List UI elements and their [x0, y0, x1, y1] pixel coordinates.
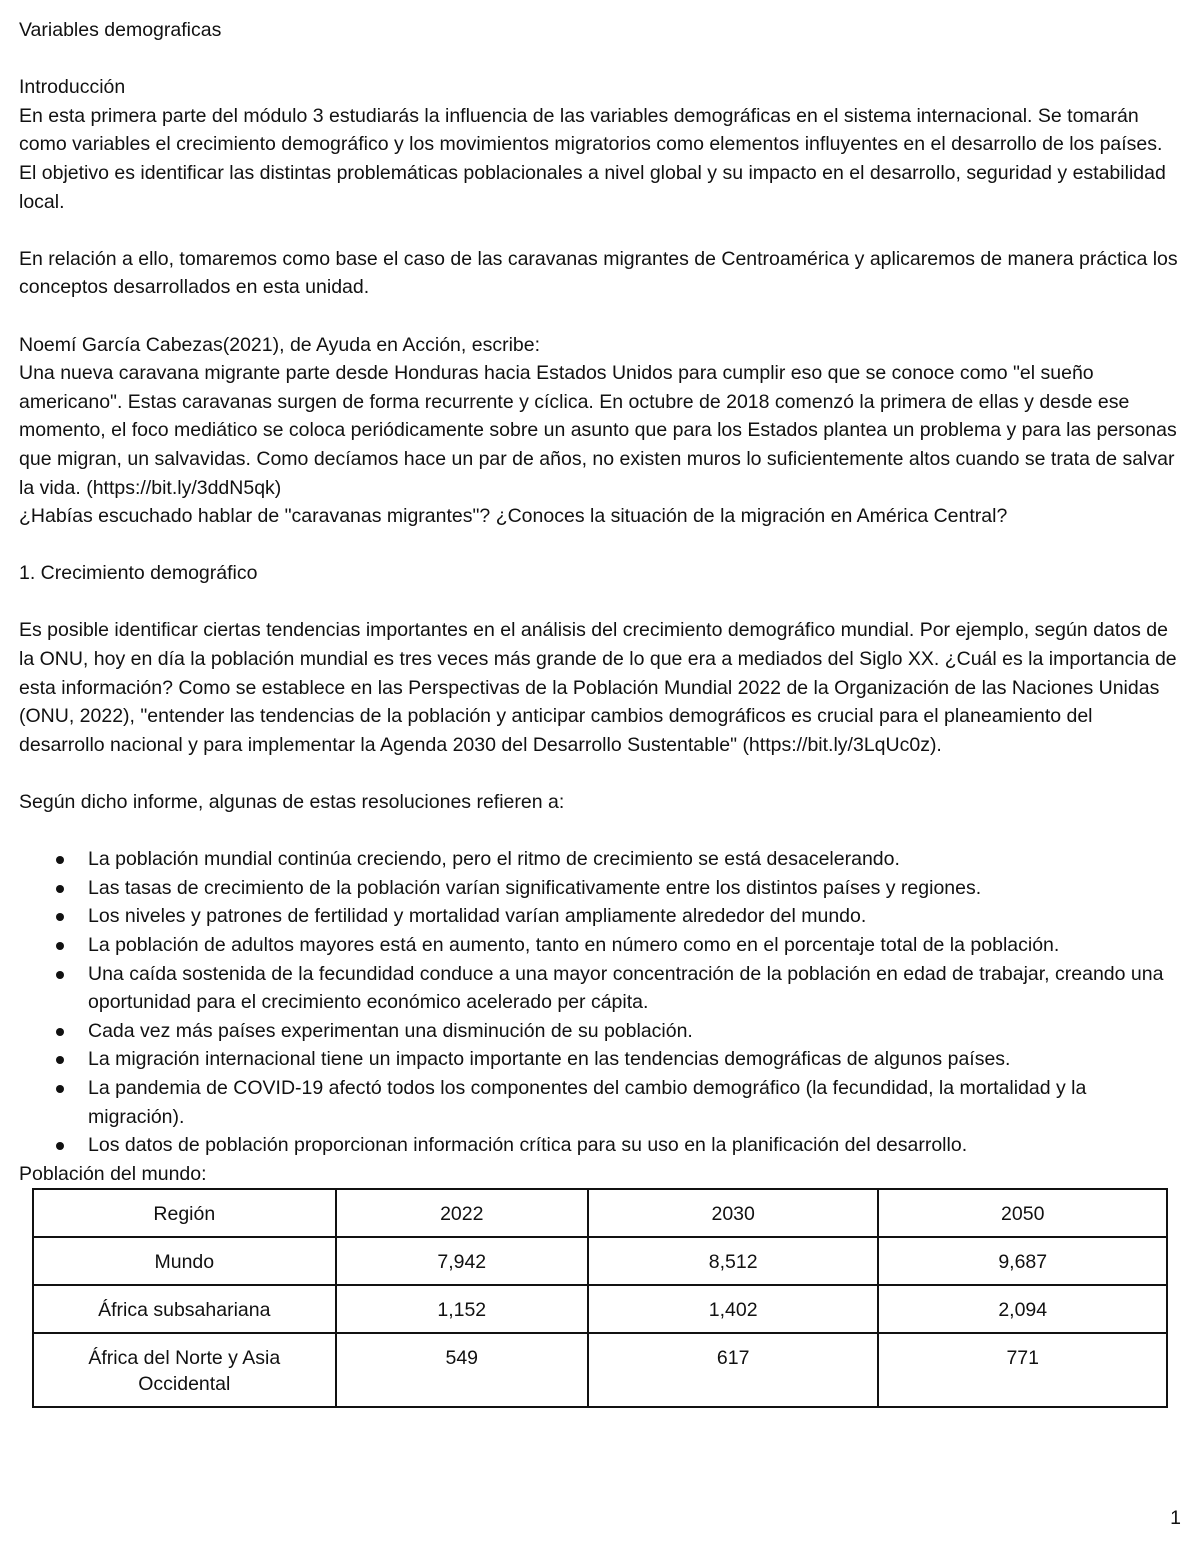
list-item: Los niveles y patrones de fertilidad y mortalidad varían ampliamente alrededor del mundo.: [88, 902, 1181, 931]
section-heading: 1. Crecimiento demográfico: [19, 562, 258, 585]
table-row: [33, 1333, 1167, 1407]
resolutions-list: [19, 845, 1181, 1160]
header-cell-2030: 2030: [588, 1189, 879, 1237]
growth-paragraph: Es posible identificar ciertas tendencias importantes en el análisis del crecimiento demográfico mundial. Por ejemplo, según datos de la ONU, hoy en día la población mundial es tres veces más grande de lo que era a mediados del Siglo XX. ¿Cuál es la importancia de esta información? Como se establece en las Perspectivas de la Población Mundial 2022 de la Organización de las Naciones Unidas (ONU, 2022), "entender las tendencias de la población y anticipar cambios demográficos es crucial para el planeamiento del desarrollo nacional y para implementar la Agenda 2030 del Desarrollo Sustentable" (https://bit.ly/3LqUc0z).: [19, 619, 1177, 756]
list-item: Los datos de población proporcionan información crítica para su uso en la planificación del desarrollo.: [88, 1131, 1181, 1160]
list-item: La población de adultos mayores está en aumento, tanto en número como en el porcentaje total de la población.: [88, 931, 1181, 960]
header-cell-2050: 2050: [878, 1189, 1167, 1237]
table-cell: África del Norte y Asia Occidental: [33, 1333, 336, 1407]
spacer: [19, 45, 1181, 74]
table-cell: Mundo: [33, 1237, 336, 1285]
table-cell: 7,942: [336, 1237, 588, 1285]
table-cell: 1,152: [336, 1285, 588, 1333]
table-caption: Población del mundo:: [19, 1162, 207, 1185]
list-item: Una caída sostenida de la fecundidad conduce a una mayor concentración de la población en edad de trabajar, creando una oportunidad para el crecimiento económico acelerado per cápita.: [88, 960, 1181, 1017]
table-row: [33, 1237, 1167, 1285]
table-cell: 771: [878, 1333, 1167, 1407]
quote-text: Una nueva caravana migrante parte desde Honduras hacia Estados Unidos para cumplir eso que se conoce como "el sueño americano". Estas caravanas surgen de forma recurrente y cíclica. En octubre de 2018 comenzó la primera de ellas y desde ese momento, el foco mediático se coloca periódicamente sobre un asunto que para los Estados plantea un problema y para las personas que migran, un salvavidas. Como decíamos hace un par de años, no existen muros lo suficientemente altos cuando se trata de salvar la vida. (https://bit.ly/3ddN5qk): [19, 362, 1177, 499]
table-cell: África subsahariana: [33, 1285, 336, 1333]
relation-paragraph: En relación a ello, tomaremos como base el caso de las caravanas migrantes de Centroamérica y aplicaremos de manera práctica los conceptos desarrollados en esta unidad.: [19, 247, 1178, 299]
quote-intro: Noemí García Cabezas(2021), de Ayuda en Acción, escribe:: [19, 333, 541, 356]
table-row: [33, 1285, 1167, 1333]
table-cell: 1,402: [588, 1285, 879, 1333]
table-cell: 617: [588, 1333, 879, 1407]
intro-paragraph: En esta primera parte del módulo 3 estudiarás la influencia de las variables demográficas en el sistema internacional. Se tomarán como variables el crecimiento demográfico y los movimientos migratorios como elementos influyentes en el desarrollo de los países. El objetivo es identificar las distintas problemáticas poblacionales a nivel global y su impacto en el desarrollo, seguridad y estabilidad local.: [19, 104, 1166, 213]
document-title: Variables demograficas: [19, 19, 222, 41]
table-cell: 8,512: [588, 1237, 879, 1285]
header-cell-region: Región: [33, 1189, 336, 1237]
spacer: [19, 302, 1181, 331]
spacer: [19, 759, 1181, 788]
header-cell-2022: 2022: [336, 1189, 588, 1237]
page-number: 1: [1170, 1507, 1181, 1529]
list-item: La población mundial continúa creciendo, pero el ritmo de crecimiento se está desacelerando.: [88, 845, 1181, 874]
intro-heading: Introducción: [19, 76, 126, 99]
table-cell: 2,094: [878, 1285, 1167, 1333]
document-page: [19, 16, 1181, 1408]
list-item: La pandemia de COVID-19 afectó todos los componentes del cambio demográfico (la fecundidad, la mortalidad y la migración).: [88, 1074, 1181, 1131]
list-item: Cada vez más países experimentan una disminución de su población.: [88, 1017, 1181, 1046]
table-header-row: [33, 1189, 1167, 1237]
spacer: [19, 817, 1181, 846]
population-table: [32, 1188, 1168, 1408]
table-cell: 9,687: [878, 1237, 1167, 1285]
list-item: Las tasas de crecimiento de la población varían significativamente entre los distintos países y regiones.: [88, 874, 1181, 903]
question-text: ¿Habías escuchado hablar de "caravanas migrantes"? ¿Conoces la situación de la migración en América Central?: [19, 505, 1008, 528]
spacer: [19, 588, 1181, 617]
report-intro: Según dicho informe, algunas de estas resoluciones refieren a:: [19, 791, 565, 814]
list-item: La migración internacional tiene un impacto importante en las tendencias demográficas de algunos países.: [88, 1045, 1181, 1074]
table-cell: 549: [336, 1333, 588, 1407]
spacer: [19, 216, 1181, 245]
spacer: [19, 531, 1181, 560]
